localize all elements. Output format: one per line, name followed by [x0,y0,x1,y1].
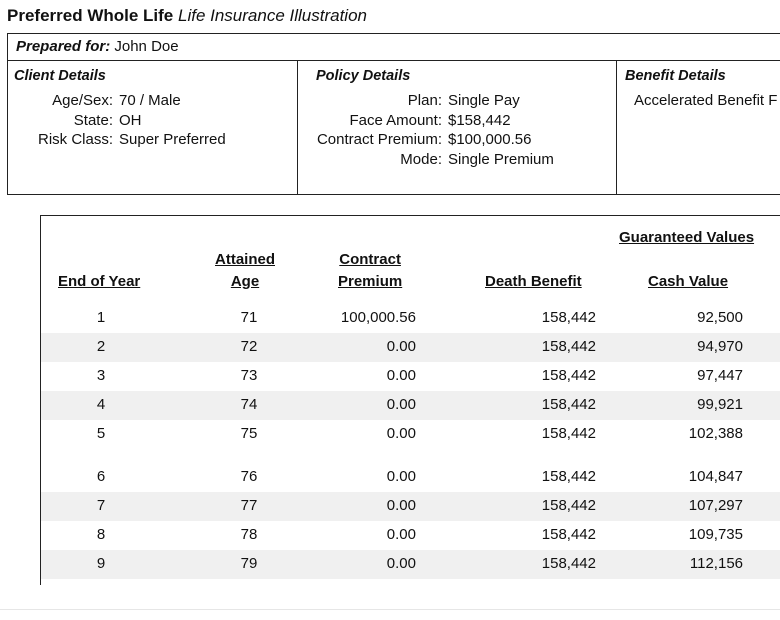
benefit-details-section [616,61,780,194]
cell-premium: 0.00 [386,338,416,355]
illustration-table [40,215,780,585]
cell-cash-value: 107,297 [688,497,743,514]
field-value: 70 / Male [119,92,181,109]
client-details-heading: Client Details [14,68,106,84]
field-value: Super Preferred [119,131,226,148]
column-header-premium [338,249,402,293]
column-header-premium-line1: Contract [339,251,401,268]
column-header-age [215,249,275,293]
cell-cash-value: 97,447 [697,367,743,384]
prepared-for-box [7,33,780,61]
field-value: $158,442 [448,111,511,129]
cell-premium: 100,000.56 [340,309,416,326]
cell-cash-value: 94,970 [697,338,743,355]
prepared-for-label: Prepared for: [16,38,111,55]
cell-age: 75 [240,425,258,442]
cell-premium: 0.00 [386,468,416,485]
cell-year: 4 [96,396,106,413]
cell-year: 6 [96,468,106,485]
column-header-age-line1: Attained [215,251,275,268]
cell-age: 77 [240,497,258,514]
cell-age: 72 [240,338,258,355]
table-row [41,362,780,391]
cell-death-benefit: 158,442 [541,309,596,326]
column-header-year: End of Year [58,273,141,290]
table-row [41,304,780,333]
field-row [8,111,226,131]
details-panel [7,61,780,195]
table-row [41,492,780,521]
cell-year: 2 [96,338,106,355]
field-label: Age/Sex: [52,92,113,109]
cell-death-benefit: 158,442 [541,396,596,413]
field-value: Single Pay [448,92,520,109]
cell-premium: 0.00 [386,425,416,442]
cell-death-benefit: 158,442 [541,367,596,384]
field-label: State: [73,111,113,129]
document-title [7,6,367,26]
cell-premium: 0.00 [386,396,416,413]
client-details-section [8,61,298,194]
table-body [41,304,780,579]
cell-death-benefit: 158,442 [541,468,596,485]
cell-age: 71 [240,309,258,326]
field-row [297,150,554,170]
field-value: Single Premium [448,150,554,168]
field-label: Mode: [400,150,442,168]
column-header-death-benefit: Death Benefit [485,273,582,290]
cell-death-benefit: 158,442 [541,338,596,355]
field-row [297,130,554,150]
product-name: Preferred Whole Life [7,6,174,25]
column-header-age-line2: Age [230,273,260,290]
cell-death-benefit: 158,442 [541,555,596,572]
column-header-cash-value: Cash Value [648,273,729,290]
document-subtitle: Life Insurance Illustration [178,6,367,25]
footer-divider [0,609,780,610]
field-row [297,91,554,111]
policy-details-section [297,61,617,194]
policy-fields [297,91,554,169]
cell-age: 76 [240,468,258,485]
field-label: Plan: [407,92,442,109]
field-label: Risk Class: [37,131,113,148]
table-row [41,550,780,579]
benefit-details-heading: Benefit Details [625,68,726,84]
field-row [297,111,554,131]
cell-cash-value: 102,388 [688,425,743,442]
field-row [8,130,226,150]
table-row [41,391,780,420]
cell-death-benefit: 158,442 [541,526,596,543]
field-row [8,91,226,111]
cell-death-benefit: 158,442 [541,425,596,442]
cell-age: 78 [240,526,258,543]
cell-cash-value: 99,921 [697,396,743,413]
table-row [41,521,780,550]
column-header-premium-line2: Premium [338,273,403,290]
cell-death-benefit: 158,442 [541,497,596,514]
benefit-text: Accelerated Benefit F [634,92,778,109]
table-row [41,463,780,492]
field-value: $100,000.56 [448,131,532,148]
cell-year: 8 [96,526,106,543]
cell-age: 79 [240,555,258,572]
cell-cash-value: 112,156 [689,555,743,572]
guaranteed-values-header: Guaranteed Values [619,229,755,246]
cell-cash-value: 104,847 [688,468,743,485]
cell-premium: 0.00 [386,555,416,572]
client-name: John Doe [114,38,179,55]
field-label: Face Amount: [349,111,442,129]
cell-year: 5 [96,425,106,442]
cell-premium: 0.00 [386,526,416,543]
cell-age: 73 [240,367,258,384]
field-label: Contract Premium: [316,131,442,148]
cell-premium: 0.00 [386,497,416,514]
cell-year: 9 [96,555,106,572]
page-footer-area [0,585,780,620]
cell-premium: 0.00 [386,367,416,384]
policy-details-heading: Policy Details [316,68,411,84]
field-value: OH [119,111,142,129]
table-row [41,333,780,362]
cell-age: 74 [240,396,258,413]
cell-cash-value: 92,500 [697,309,743,326]
table-row [41,420,780,449]
cell-year: 7 [96,497,106,514]
cell-year: 1 [96,309,106,326]
client-fields [8,91,226,150]
cell-cash-value: 109,735 [688,526,743,543]
cell-year: 3 [96,367,106,384]
